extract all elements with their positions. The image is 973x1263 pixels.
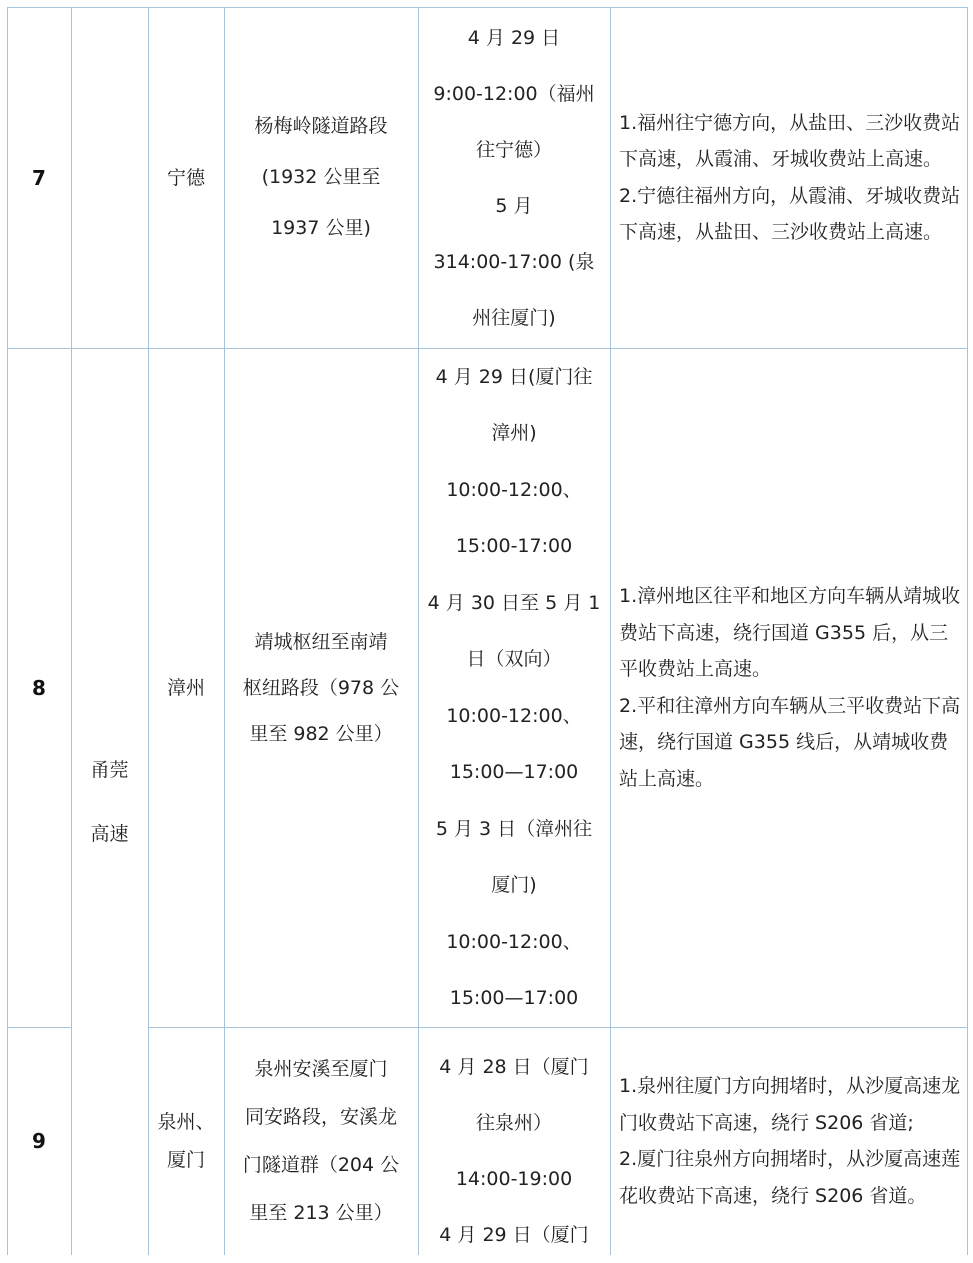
city-name: 宁德 [166, 166, 205, 189]
row-number: 8 [32, 675, 46, 700]
time-line: 15:00—17:00 [449, 987, 579, 1009]
detour-cell [610, 1027, 967, 1255]
segment-text: 杨梅岭隧道路段 (1932 公里至 1937 公里) [254, 115, 388, 239]
grid-line [967, 7, 968, 1255]
detour-text: 2.厦门往泉州方向拥堵时，从沙厦高速莲花收费站下高速，绕行 S206 省道。 [619, 1148, 961, 1207]
time-line: 4 月 28 日（厦门 [439, 1056, 589, 1078]
time-line: 5 月 3 日（漳州往 [435, 817, 593, 840]
time-cell [418, 7, 610, 348]
time-cell [418, 348, 610, 1027]
detour-cell [610, 7, 967, 348]
time-line: 9:00-12:00（福州 [433, 82, 595, 105]
highway-name [71, 348, 148, 1255]
city-cell [148, 1027, 224, 1255]
time-line: 314:00-17:00 (泉 [433, 250, 595, 273]
time-line: 10:00-12:00、 [446, 930, 582, 953]
row-number: 9 [32, 1129, 46, 1153]
detour-text: 2.宁德往福州方向，从霞浦、牙城收费站下高速，从盐田、三沙收费站上高速。 [619, 184, 961, 243]
time-line: 10:00-12:00、 [446, 704, 582, 727]
detour-cell [610, 348, 967, 1027]
time-line: 州往厦门) [472, 306, 556, 329]
segment-cell [224, 1027, 418, 1255]
time-line: 15:00—17:00 [449, 761, 579, 783]
time-line: 4 月 30 日至 5 月 1 [427, 591, 601, 614]
segment-text: 靖城枢纽至南靖 枢纽路段（978 公 里至 982 公里） [242, 630, 400, 745]
detour-text: 1.福州往宁德方向，从盐田、三沙收费站下高速，从霞浦、牙城收费站上高速。 [619, 111, 961, 170]
detour-text: 1.漳州地区往平和地区方向车辆从靖城收费站下高速，绕行国道 G355 后，从三平收费站上高速。 [619, 585, 961, 680]
time-cell [418, 1027, 610, 1255]
city-name: 泉州、 厦门 [157, 1111, 215, 1171]
detour-text: 2.平和往漳州方向车辆从三平收费站下高速，绕行国道 G355 线后，从靖城收费站上高速。 [619, 694, 961, 790]
highway-label: 甬莞 高速 [90, 758, 129, 845]
time-line: 4 月 29 日(厦门往 [435, 365, 593, 388]
time-line: 10:00-12:00、 [446, 478, 582, 501]
time-line: 往泉州） [475, 1112, 552, 1134]
row-number: 7 [32, 165, 46, 190]
time-line: 14:00-19:00 [455, 1168, 573, 1190]
detour-text: 1.泉州往厦门方向拥堵时，从沙厦高速龙门收费站下高速，绕行 S206 省道; [619, 1075, 961, 1134]
city-cell [148, 348, 224, 1027]
city-name: 漳州 [166, 676, 205, 699]
time-line: 4 月 29 日（厦门 [439, 1224, 589, 1246]
time-line: 15:00-17:00 [455, 535, 573, 557]
time-line: 5 月 [495, 194, 533, 217]
time-line: 4 月 29 日 [467, 26, 561, 49]
segment-text: 泉州安溪至厦门 同安路段，安溪龙 门隧道群（204 公 里至 213 公里） [242, 1058, 400, 1224]
time-line: 漳州) [491, 422, 537, 444]
segment-cell [224, 348, 418, 1027]
city-cell [148, 7, 224, 348]
time-line: 日（双向） [466, 648, 562, 670]
segment-cell [224, 7, 418, 348]
time-line: 厦门) [491, 874, 537, 896]
time-line: 往宁德） [475, 138, 552, 161]
